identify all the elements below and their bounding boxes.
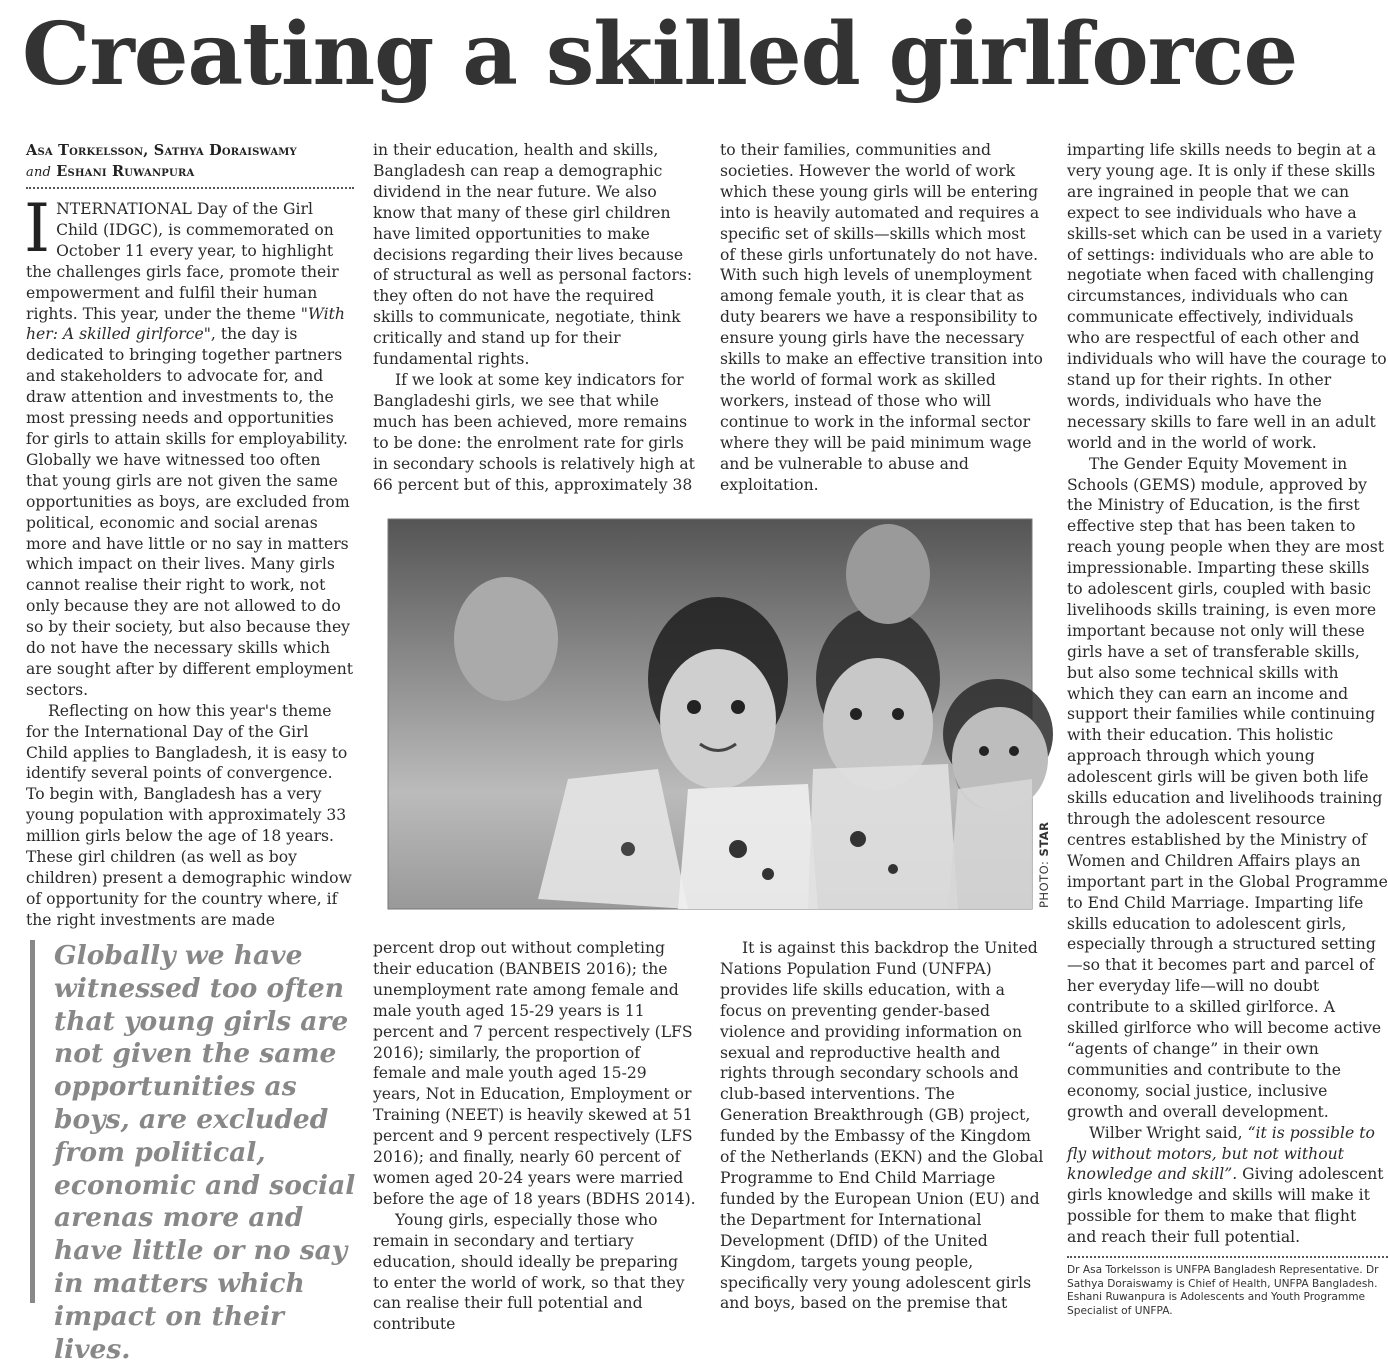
quote-lead: Wilber Wright said, [1089, 1123, 1248, 1142]
footnote-divider [1067, 1256, 1388, 1258]
paragraph: Reflecting on how this year's theme for the International Day of the Girl Child applies to Bangladesh, it is easy to identify several points of convergence. To begin with, Bangladesh has a very young population with approximately 33 million girls below the age of 18 years. These girl children (as well as boy children) present a demographic window of opportunity for the country where, if the right investments are made [26, 701, 352, 929]
article-column-1 [24, 140, 354, 929]
paragraph: It is against this backdrop the United Nations Population Fund (UNFPA) provides life skills education, with a focus on preventing gender-based violence and providing information on sexual and reproductive health and rights through secondary schools and club-based interventions. The Generation Breakthrough (GB) project, funded by the Embassy of the Kingdom of the Netherlands (EKN) and the Global Programme to End Child Marriage funded by the European Union (EU) and the Department for International Development (DfID) of the United Kingdom, targets young people, specifically very young adolescent girls and boys, based on the premise that [720, 939, 1044, 1313]
byline [26, 140, 354, 183]
paragraph: If we look at some key indicators for Bangladeshi girls, we see that while much has been achieved, more remains to be done: the enrolment rate for girls in secondary schools is relatively high at 66 percent but of this, approximately 38 [373, 370, 695, 494]
lead-text-b: , the day is dedicated to bringing together partners and stakeholders to advocate for, and draw attention and investments to, the most pressing needs and opportunities for girls to attain skills for employability. [26, 325, 348, 448]
theme-quote: "With her: A skilled girlforce" [26, 304, 345, 344]
pull-quote: Globally we have witnessed too often that young girls are not given the same opportunities as boys, are excluded from political, economic and social arenas more and have little or no say in matters which impact on their lives. [30, 940, 360, 1303]
paragraph: Globally we have witnessed too often that young girls are not given the same opportunities as boys, are excluded from political, economic and social arenas more and have little or no say in matters which impact on their lives. Many girls cannot realise their right to work, not only because they are not allowed to do so by their society, but also because they do not have the necessary skills which are sought after by different employment sectors. [26, 450, 354, 699]
author-footnote: Dr Asa Torkelsson is UNFPA Bangladesh Representative. Dr Sathya Doraiswamy is Chief of Health, UNFPA Bangladesh. Eshani Ruwanpura is Adolescents and Youth Programme Specialist of UNFPA. [1067, 1264, 1379, 1317]
article-column-2-top [373, 140, 697, 500]
wright-quote: “it is possible to fly without motors, but not without knowledge and skill”. [1067, 1123, 1375, 1184]
article-column-3-top [720, 140, 1044, 500]
article-column-4 [1067, 140, 1388, 1317]
article-column-2-bottom [373, 938, 697, 1334]
headline: Creating a skilled girlforce [22, 4, 1298, 105]
quote-tail: Giving adolescent girls knowledge and skills will make it possible for them to make that flight and reach their full potential. [1067, 1165, 1384, 1247]
photo-credit [1037, 821, 1051, 908]
paragraph: Young girls, especially those who remain in secondary and tertiary education, should ideally be preparing to enter the world of work, so that they can realise their full potential and contribute [373, 1210, 685, 1334]
paragraph: percent drop out without completing their education (BANBEIS 2016); the unemployment rate among female and male youth aged 15-29 years is 11 percent and 7 percent respectively (LFS 2016); similarly, the proportion of female and male youth aged 15-29 years, Not in Education, Employment or Training (NEET) is heavily skewed at 51 percent and 9 percent respectively (LFS 2016); and finally, nearly 60 percent of women aged 20-24 years were married before the age of 18 years (BDHS 2014). [373, 939, 696, 1208]
drop-cap: I [24, 190, 51, 267]
byline-and: and [26, 165, 52, 180]
lead-text-a: Day of the Girl Child (IDGC), is commemorated on October 11 every year, to highlight the challenges girls face, promote their empowerment and fulfil their human rights. This year, under the theme [26, 200, 339, 323]
paragraph: in their education, health and skills, Bangladesh can reap a demographic dividend in the near future. We also know that many of these girl children have limited opportunities to make decisions regarding their lives because of structural as well as personal factors: they often do not have the required skills to communicate, negotiate, think critically and stand up for their fundamental rights. [373, 141, 693, 369]
lead-caps: NTERNATIONAL [56, 200, 192, 218]
lead-paragraph [24, 190, 354, 450]
photo-credit-label: PHOTO: [1037, 860, 1051, 908]
paragraph: imparting life skills needs to begin at a very young age. It is only if these skills are ingrained in people that we can expect to see individuals who have a skills-set which can be used in a variety of settings: individuals who are able to negotiate when faced with challenging circumstances, individuals who can communicate effectively, individuals who are respectful of each other and individuals who will have the courage to stand up for their rights. In other words, individuals who have the necessary skills to fare well in an adult world and in the world of work. [1067, 141, 1387, 452]
paragraph [1067, 1123, 1388, 1248]
byline-author-3: Eshani Ruwanpura [56, 163, 195, 180]
photo-credit-source: STAR [1037, 821, 1051, 857]
byline-authors-1: Asa Torkelsson, Sathya Doraiswamy [26, 142, 297, 159]
byline-authors-2 [26, 161, 354, 183]
paragraph: The Gender Equity Movement in Schools (GEMS) module, approved by the Ministry of Education, is the first effective step that has been taken to reach young people when they are most impressionable. Imparting these skills to adolescent girls, coupled with basic livelihoods skills training, is even more important because not only will these girls have a set of transferable skills, but also some technical skills with which they can earn an income and support their families while continuing with their education. This holistic approach through which young adolescent girls will be given both life skills education and livelihoods training through the adolescent resource centres established by the Ministry of Women and Children Affairs plays an important part in the Global Programme to End Child Marriage. Imparting life skills education to adolescent girls, especially through a structured setting—so that it becomes part and parcel of her everyday life—will no doubt contribute to a skilled girlforce. A skilled girlforce who will become active “agents of change” in their own communities and contribute to the economy, social justice, inclusive growth and overall development. [1067, 454, 1388, 1121]
article-photo [388, 519, 1032, 909]
paragraph: to their families, communities and societies. However the world of work which these young girls will be entering into is heavily automated and requires a specific set of skills—skills which most of these girls unfortunately do not have. With such high levels of unemployment among female youth, it is clear that as duty bearers we have a responsibility to ensure young girls have the necessary skills to make an effective transition into the world of formal work as skilled workers, instead of those who will continue to work in the informal sector where they will be paid minimum wage and be vulnerable to abuse and exploitation. [720, 141, 1043, 494]
byline-divider [26, 187, 354, 189]
photo-illustration [388, 519, 1032, 909]
article-column-3-bottom [720, 938, 1044, 1313]
